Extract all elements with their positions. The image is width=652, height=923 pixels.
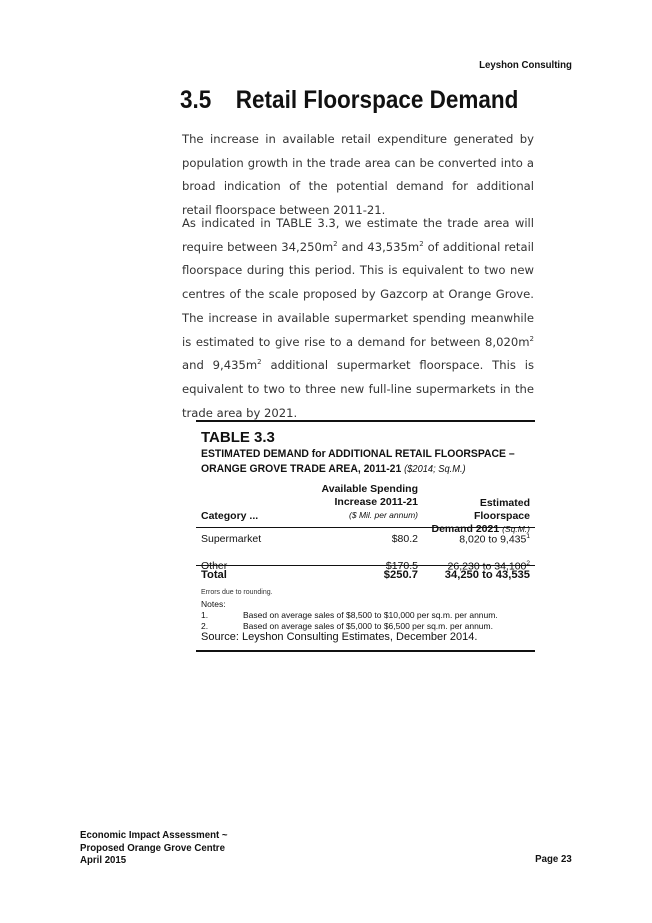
table-title [201, 447, 517, 477]
table-title-line-2 [201, 462, 517, 477]
row-spend: $250.7 [383, 569, 418, 581]
superscript-squared: 2 [419, 239, 424, 248]
column-header-floorspace-units: (Sq.M.) [502, 524, 530, 534]
page-number: Page 23 [535, 853, 572, 865]
superscript-squared: 2 [257, 358, 262, 367]
row-category: Total [201, 569, 227, 581]
column-header-spending-line-2: Increase 2011-21 [334, 496, 418, 508]
footer-date: April 2015 [80, 854, 127, 866]
column-header-floorspace-line-1: Estimated Floorspace [473, 497, 530, 522]
footer-line-2: Proposed Orange Grove Centre [80, 841, 225, 854]
section-title: Retail Floorspace Demand [235, 86, 519, 114]
note-number: 1. [201, 610, 209, 620]
note-text: Based on average sales of $8,500 to $10,000 per sq.m. per annum. [243, 610, 498, 620]
row-category: Other [201, 560, 228, 572]
footer-document-info [80, 829, 228, 867]
table-title-line-2-text: ORANGE GROVE TRADE AREA, 2011-21 [201, 463, 402, 475]
total-divider [196, 565, 535, 566]
table-label: TABLE 3.3 [201, 429, 275, 446]
paragraph-1: The increase in available retail expenditure generated by population growth in the trade area can be converted into a broad indication of the potential demand for additional retail floorspace between 2011-21. [182, 132, 534, 218]
column-header-spending-line-1: Available Spending [321, 483, 418, 495]
superscript-squared: 2 [333, 239, 338, 248]
row-spend: $80.2 [391, 533, 418, 545]
row-category: Supermarket [201, 533, 262, 545]
row-floorspace: 26,230 to 34,100 [447, 560, 527, 573]
table-source: Source: Leyshon Consulting Estimates, December 2014. [201, 631, 478, 643]
paragraph-2 [182, 212, 534, 425]
superscript-squared: 2 [529, 334, 534, 343]
note-text: Based on average sales of $5,000 to $6,500 per sq.m. per annum. [243, 621, 493, 631]
column-header-category: Category ... [201, 510, 259, 522]
paragraph-2-part-c: of additional retail floorspace during this period. This is equivalent to two new centres of the scale proposed by Gazcorp at Orange Grove. The increase in available supermarket spending meanwhile is estimated to give rise to a demand for between 8,020m [182, 239, 535, 349]
section-number: 3.5 [180, 86, 212, 114]
note-item [201, 610, 498, 620]
column-header-spending-units: ($ Mil. per annum) [349, 510, 418, 520]
note-item [201, 621, 493, 631]
column-header-spending [316, 483, 418, 522]
paragraph-2-part-a: As indicated in TABLE 3.3, we estimate the trade area will require between 34,250m [182, 216, 534, 254]
note-number: 2. [201, 621, 209, 631]
column-header-floorspace [422, 497, 530, 536]
row-floorspace: 34,250 to 43,535 [444, 569, 530, 581]
row-floorspace: 8,020 to 9,435 [459, 533, 527, 546]
header-divider [196, 527, 535, 528]
table-title-units: ($2014; Sq.M.) [404, 464, 466, 475]
footer-line-1: Economic Impact Assessment ~ [80, 829, 228, 841]
row-spend: $170.5 [385, 560, 418, 572]
row-footnote-marker: 2 [526, 560, 530, 567]
rounding-note: Errors due to rounding. [201, 589, 273, 596]
row-floorspace-cell [422, 533, 530, 546]
column-header-floorspace-text: Demand 2021 [431, 523, 500, 535]
notes-label: Notes: [201, 599, 226, 609]
paragraph-2-part-e: additional supermarket floorspace. This is equivalent to two to three new full-line supermarkets in the trade area by 2021. [182, 358, 534, 420]
row-footnote-marker: 1 [526, 533, 530, 540]
header-company-name: Leyshon Consulting [479, 59, 572, 71]
paragraph-2-part-d: and 9,435m [182, 358, 258, 373]
demand-table [196, 420, 535, 652]
paragraph-2-part-b: and 43,535m [337, 239, 420, 254]
section-heading [180, 86, 518, 115]
table-title-line-1: ESTIMATED DEMAND for ADDITIONAL RETAIL FLOORSPACE – [201, 448, 515, 460]
